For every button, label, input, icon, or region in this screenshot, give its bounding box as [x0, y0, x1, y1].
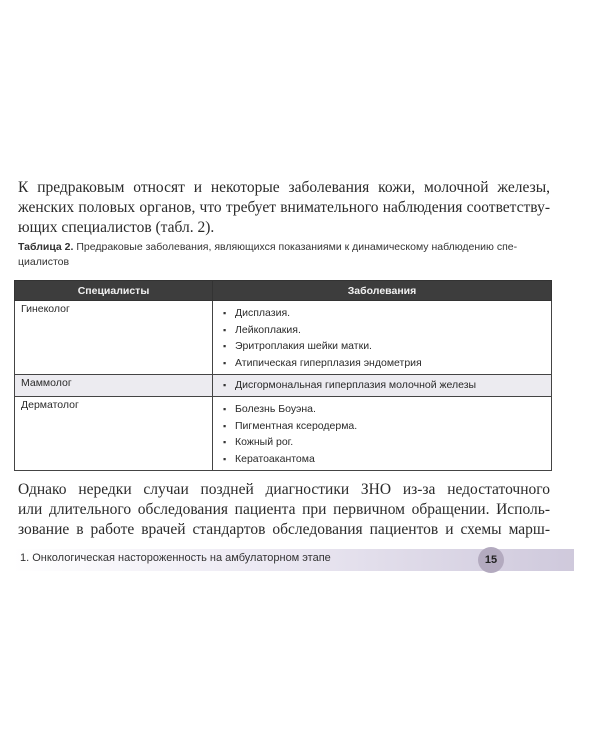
table-row: [15, 301, 552, 375]
table-header-row: [15, 281, 552, 301]
disease-item: ▪ Эритроплакия шейки матки.: [223, 338, 545, 355]
paragraph-line: зование в работе врачей стандартов обследования пациентов и схемы марш-: [18, 521, 550, 538]
paragraph-line: Однако нередки случаи поздней диагностики ЗНО из-за недостаточного: [18, 481, 550, 498]
footer-chapter-title: 1. Онкологическая настороженность на амбулаторном этапе: [20, 552, 331, 564]
table-row: [15, 397, 552, 471]
header-specialists: Специалисты: [15, 281, 213, 301]
disease-item: ▪ Лейкоплакия.: [223, 322, 545, 339]
table-caption-text: Предраковые заболевания, являющихся показаниями к динамическому наблюдению спе-: [73, 241, 518, 253]
table-caption: [18, 240, 553, 270]
disease-item: ▪ Атипическая гиперплазия эндометрия: [223, 355, 545, 372]
diseases-cell: [213, 301, 552, 375]
page-footer: [0, 549, 600, 571]
paragraph-diagnostics: [18, 480, 550, 540]
table-caption-label: Таблица 2.: [18, 241, 74, 253]
diseases-cell: [213, 397, 552, 471]
diseases-cell: [213, 375, 552, 397]
specialist-cell: Маммолог: [15, 375, 213, 397]
header-diseases: Заболевания: [213, 281, 552, 301]
specialist-cell: Дерматолог: [15, 397, 213, 471]
paragraph-line: или длительного обследования пациента при первичном обращении. Исполь-: [18, 501, 550, 518]
paragraph-line: ющих специалистов (табл. 2).: [18, 219, 215, 236]
disease-item: ▪ Дисгормональная гиперплазия молочной железы: [223, 377, 545, 394]
disease-item: ▪ Болезнь Боуэна.: [223, 401, 545, 418]
paragraph-line: женских половых органов, что требует внимательного наблюдения соответству-: [18, 199, 550, 216]
disease-item: ▪ Кератоакантома: [223, 451, 545, 468]
specialist-cell: Гинеколог: [15, 301, 213, 375]
precancer-table: [14, 280, 552, 471]
paragraph-intro: [18, 178, 550, 238]
table-caption-text-cont: циалистов: [18, 256, 70, 268]
paragraph-line: К предраковым относят и некоторые заболевания кожи, молочной железы,: [18, 179, 550, 196]
disease-item: ▪ Дисплазия.: [223, 305, 545, 322]
disease-item: ▪ Пигментная ксеродерма.: [223, 418, 545, 435]
page-number-badge: 15: [478, 547, 504, 573]
table-row: [15, 375, 552, 397]
disease-item: ▪ Кожный рог.: [223, 434, 545, 451]
